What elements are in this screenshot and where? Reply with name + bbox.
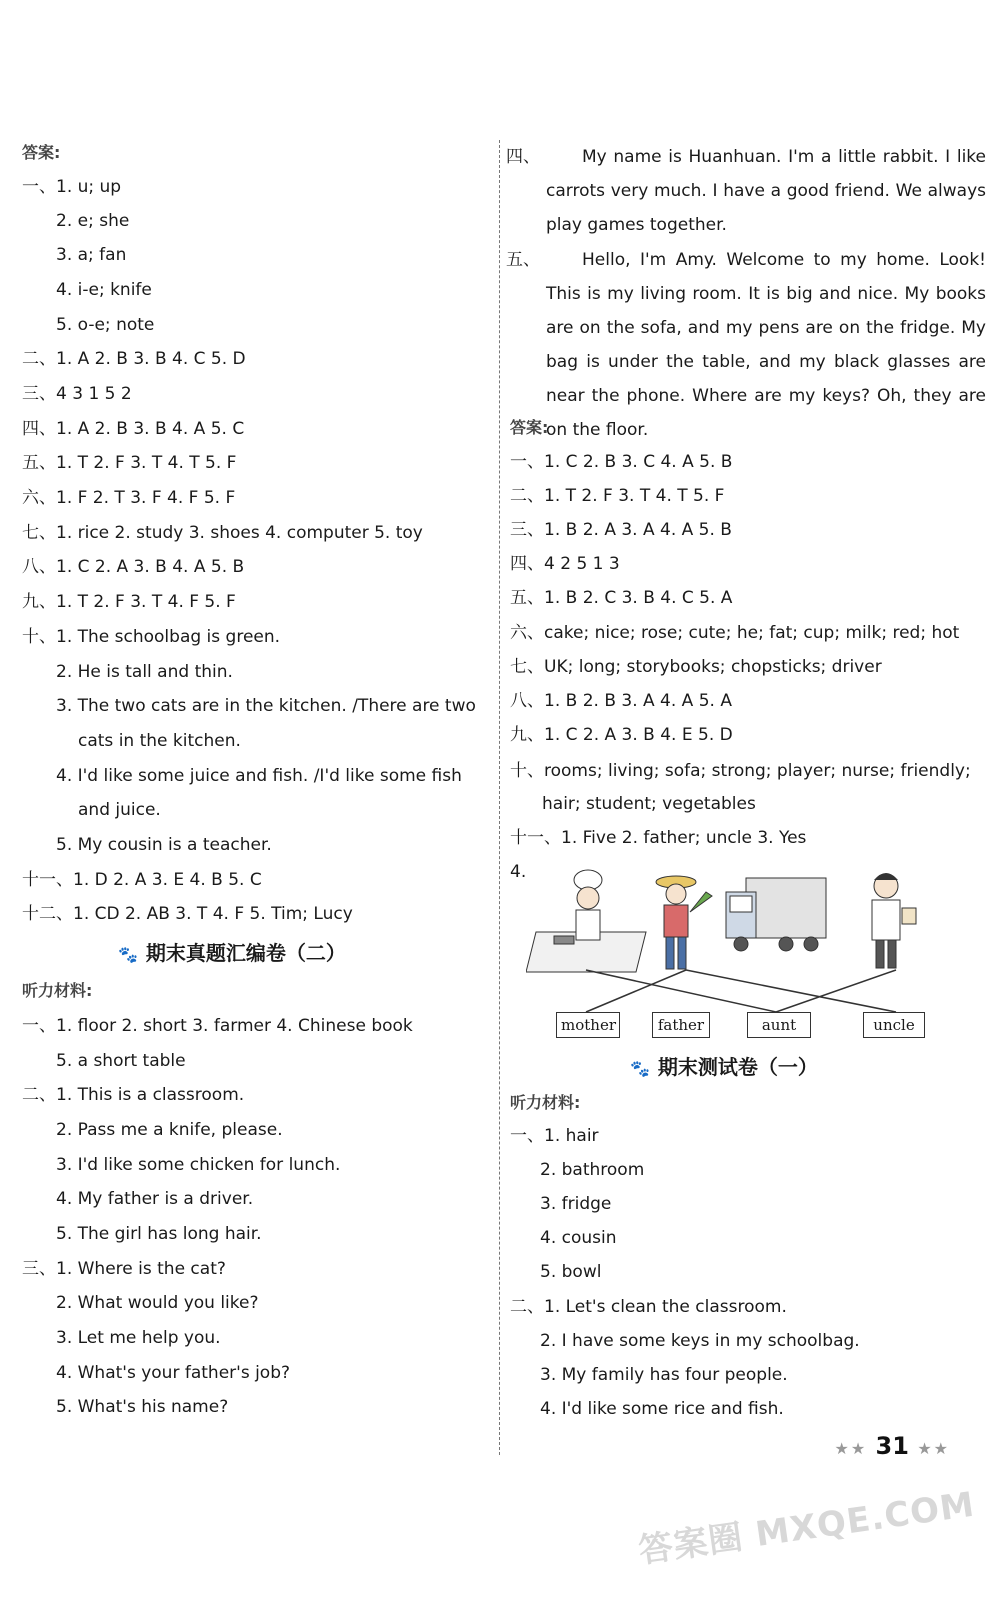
answer-line: 五、1. B 2. C 3. B 4. C 5. A: [510, 588, 733, 608]
doctor-figure: [872, 873, 916, 968]
match-word-aunt: aunt: [747, 1012, 811, 1038]
answer-line: 八、1. C 2. A 3. B 4. A 5. B: [22, 557, 245, 577]
answer-line: 十二、1. CD 2. AB 3. T 4. F 5. Tim; Lucy: [22, 904, 353, 924]
listening-line: 3. My family has four people.: [540, 1365, 788, 1385]
column-divider: [499, 140, 500, 1455]
paw-icon: 🐾: [630, 1059, 650, 1078]
answer-line: 一、1. u; up: [22, 177, 122, 197]
listening-line: 2. I have some keys in my schoolbag.: [540, 1331, 860, 1351]
answer-line: 3. a; fan: [56, 245, 127, 265]
paw-icon: 🐾: [118, 945, 138, 964]
listening-line: 二、1. This is a classroom.: [22, 1085, 245, 1105]
answer-line: 2. He is tall and thin.: [56, 662, 233, 682]
match-line: [586, 970, 686, 1012]
listening-line: 2. Pass me a knife, please.: [56, 1120, 283, 1140]
item-4-label: 4.: [510, 862, 527, 882]
answer-line: 4. I'd like some juice and fish. /I'd like some fish: [56, 766, 462, 786]
section-title: 🐾 期末测试卷（一）: [630, 1050, 818, 1084]
answer-line: 一、1. C 2. B 3. C 4. A 5. B: [510, 452, 733, 472]
section-title: 🐾 期末真题汇编卷（二）: [118, 936, 346, 970]
listening-line: 5. a short table: [56, 1051, 186, 1071]
left-column: [0, 0, 496, 1600]
answer-line: 2. e; she: [56, 211, 130, 231]
listening-line: 4. cousin: [540, 1228, 617, 1248]
answer-line: 十一、1. Five 2. father; uncle 3. Yes: [510, 828, 807, 848]
listening-line: 二、1. Let's clean the classroom.: [510, 1297, 787, 1317]
match-line: [586, 970, 776, 1012]
listening-line: 4. I'd like some rice and fish.: [540, 1399, 784, 1419]
passage-label: 四、: [506, 147, 540, 167]
answer-line: and juice.: [78, 800, 161, 820]
answers-heading: 答案:: [510, 418, 549, 437]
answer-line: 七、UK; long; storybooks; chopsticks; driver: [510, 657, 882, 677]
listening-heading: 听力材料:: [22, 981, 93, 1000]
answer-line: 三、1. B 2. A 3. A 4. A 5. B: [510, 520, 732, 540]
listening-line: 4. What's your father's job?: [56, 1363, 291, 1383]
answer-line: 五、1. T 2. F 3. T 4. T 5. F: [22, 453, 237, 473]
answer-line: 二、1. T 2. F 3. T 4. T 5. F: [510, 486, 725, 506]
answer-line: cats in the kitchen.: [78, 731, 241, 751]
star-icon: ★★: [917, 1439, 950, 1458]
answer-line: 十一、1. D 2. A 3. E 4. B 5. C: [22, 870, 262, 890]
listening-line: 4. My father is a driver.: [56, 1189, 254, 1209]
listening-line: 3. Let me help you.: [56, 1328, 221, 1348]
listening-line: 5. What's his name?: [56, 1397, 229, 1417]
listening-line: 三、1. Where is the cat?: [22, 1259, 226, 1279]
watermark: 答案圈 MXQE.COM: [636, 1484, 978, 1572]
passage-4: My name is Huanhuan. I'm a little rabbit. I like carrots very much. I have a good friend. We always play games together.: [546, 147, 986, 235]
answer-line: hair; student; vegetables: [542, 794, 756, 814]
answer-line: 四、4 2 5 1 3: [510, 554, 620, 574]
listening-heading: 听力材料:: [510, 1093, 581, 1112]
match-word-uncle: uncle: [863, 1012, 925, 1038]
answer-line: 七、1. rice 2. study 3. shoes 4. computer 5. toy: [22, 523, 423, 543]
passage-5: Hello, I'm Amy. Welcome to my home. Look! This is my living room. It is big and nice. My books are on the sofa, and my pens are on the fridge. My bag is under the table, and my black glasses are near the phone. Where are my keys? Oh, they are on the floor.: [546, 250, 986, 440]
listening-line: 3. fridge: [540, 1194, 612, 1214]
farmer-figure: [656, 876, 712, 969]
match-word-mother: mother: [556, 1012, 620, 1038]
answer-line: 六、1. F 2. T 3. F 4. F 5. F: [22, 488, 236, 508]
listening-line: 5. bowl: [540, 1262, 602, 1282]
right-column: [506, 0, 996, 1600]
cook-figure: [526, 870, 646, 972]
answer-line: 十、rooms; living; sofa; strong; player; nurse; friendly;: [510, 761, 971, 781]
answer-line: 九、1. T 2. F 3. T 4. F 5. F: [22, 592, 236, 612]
match-line: [686, 970, 896, 1012]
answer-line: 3. The two cats are in the kitchen. /There are two: [56, 696, 476, 716]
star-icon: ★★: [834, 1439, 868, 1458]
answer-line: 六、cake; nice; rose; cute; he; fat; cup; milk; red; hot: [510, 623, 960, 643]
answer-line: 5. o-e; note: [56, 315, 155, 335]
answer-line: 三、4 3 1 5 2: [22, 384, 132, 404]
passage-label: 五、: [506, 250, 540, 270]
answer-line: 四、1. A 2. B 3. B 4. A 5. C: [22, 419, 245, 439]
answer-line: 二、1. A 2. B 3. B 4. C 5. D: [22, 349, 246, 369]
listening-line: 一、1. floor 2. short 3. farmer 4. Chinese book: [22, 1016, 413, 1036]
answer-line: 九、1. C 2. A 3. B 4. E 5. D: [510, 725, 733, 745]
answer-line: 十、1. The schoolbag is green.: [22, 627, 281, 647]
answer-line: 5. My cousin is a teacher.: [56, 835, 272, 855]
page-number: ★★ 31 ★★: [834, 1432, 950, 1460]
listening-line: 一、1. hair: [510, 1126, 599, 1146]
match-word-father: father: [652, 1012, 710, 1038]
answer-line: 4. i-e; knife: [56, 280, 152, 300]
listening-line: 5. The girl has long hair.: [56, 1224, 262, 1244]
truck-figure: [726, 878, 826, 951]
answers-heading: 答案:: [22, 143, 61, 162]
listening-line: 2. bathroom: [540, 1160, 645, 1180]
listening-line: 3. I'd like some chicken for lunch.: [56, 1155, 341, 1175]
listening-line: 2. What would you like?: [56, 1293, 259, 1313]
answer-line: 八、1. B 2. B 3. A 4. A 5. A: [510, 691, 732, 711]
